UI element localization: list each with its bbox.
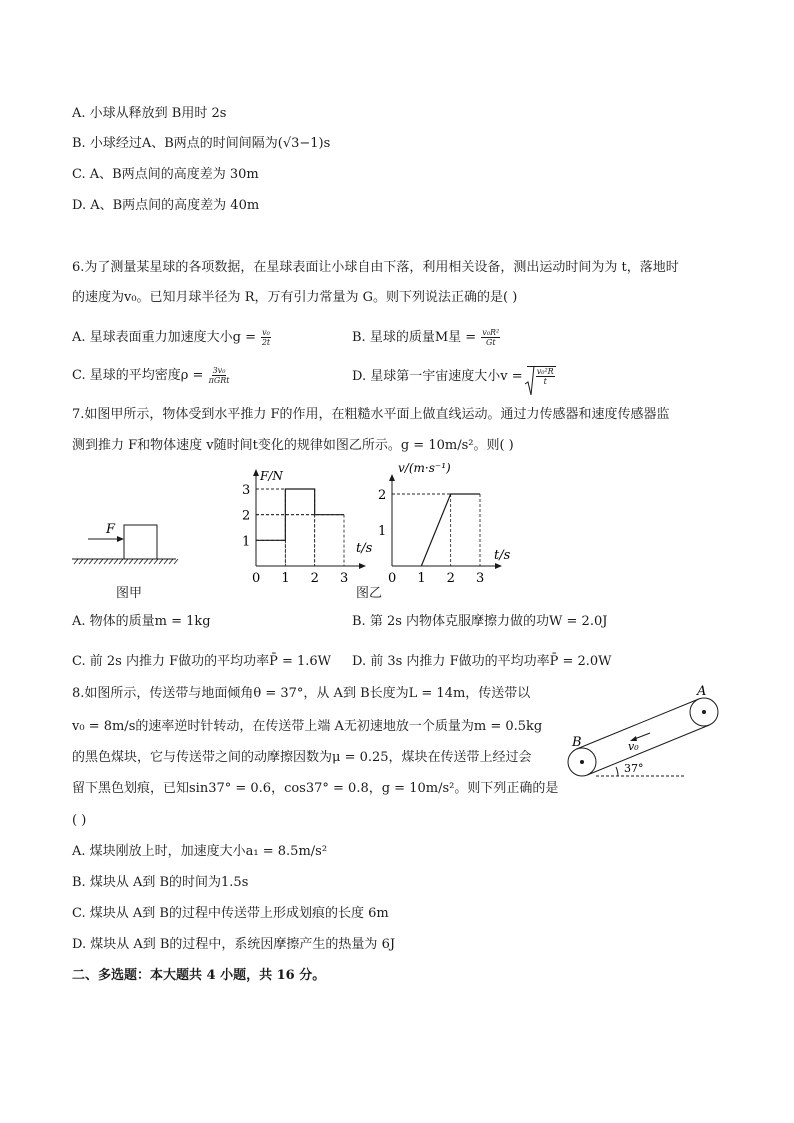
q6-b-numerator: v₀R² [482, 328, 500, 337]
y-axis-label: v/(m·s⁻¹) [398, 461, 451, 475]
q8-option-b: B. 煤块从 A到 B的时间为1.5s [72, 875, 249, 890]
y-axis-arrowhead [253, 469, 259, 476]
y-tick-label: 2 [378, 488, 387, 503]
y-tick-label: 1 [242, 534, 251, 550]
hatch-mark [114, 559, 118, 564]
hatch-mark [134, 559, 138, 564]
chart-velocity-time [370, 458, 520, 592]
x-tick-label: 2 [446, 571, 455, 586]
q6-option-d-text: D. 星球第一宇宙速度大小v = [352, 369, 523, 384]
q6-stem-line1: 6.为了测量某星球的各项数据，在星球表面让小球自由下落，利用相关设备，测出运动时间为为 t，落地时 [72, 260, 679, 275]
q8-option-d: D. 煤块从 A到 B的过程中，系统因摩擦产生的热量为 6J [72, 937, 396, 952]
q6-b-denominator: Gt [485, 338, 496, 347]
y-axis-label: F/N [260, 469, 283, 483]
hatch-mark [104, 559, 108, 564]
q6-option-d [352, 366, 556, 387]
y-axis-arrowhead [389, 474, 395, 481]
q7-option-c: C. 前 2s 内推力 F做功的平均功率P̄ = 1.6W [72, 654, 332, 669]
hatch-mark [144, 559, 148, 564]
q6-option-a-fraction [261, 328, 271, 347]
belt-bottom [587, 725, 709, 775]
y-tick-label: 1 [378, 524, 387, 539]
q8-stem-line1: 8.如图所示，传送带与地面倾角θ = 37°，从 A到 B长度为L = 14m，传送带以 [72, 686, 531, 701]
x-tick-label: 1 [281, 571, 290, 586]
section-header-multiple-choice: 二、多选题：本大题共 4 小题，共 16 分。 [72, 968, 326, 983]
q8-stem-line2: v₀ = 8m/s的速率逆时针转动，在传送带上端 A无初速地放一个质量为m = 0.5kg [72, 719, 543, 734]
q7-option-a: A. 物体的质量m = 1kg [72, 614, 211, 629]
x-tick-label: 3 [476, 571, 485, 586]
q5-option-a: A. 小球从释放到 B用时 2s [72, 106, 227, 121]
q8-option-a: A. 煤块刚放上时，加速度大小a₁ = 8.5m/s² [72, 844, 328, 859]
sqrt-sign [527, 366, 556, 387]
chart-force-time [236, 462, 373, 592]
hatch-mark [129, 559, 133, 564]
x-tick-label: 0 [388, 571, 397, 586]
label-b: B [572, 735, 582, 750]
q5-option-d: D. A、B两点间的高度差为 40m [72, 198, 260, 213]
q8-option-c: C. 煤块从 A到 B的过程中传送带上形成划痕的长度 6m [72, 906, 389, 921]
fig-yi-label: 图乙 [356, 586, 383, 601]
block [124, 525, 157, 559]
q8-stem-line4: 留下黑色划痕，已知sin37° = 0.6，cos37° = 0.8，g = 10m/s²。则下列正确的是 [72, 781, 559, 796]
hatch-mark [79, 559, 83, 564]
hatch-mark [109, 559, 113, 564]
y-tick-label: 2 [242, 508, 251, 524]
hatch-mark [159, 559, 163, 564]
hatch-mark [149, 559, 153, 564]
x-tick-label: 3 [340, 571, 349, 586]
q6-option-d-fraction [536, 367, 555, 386]
hatch-mark [169, 559, 173, 564]
series-line [256, 489, 344, 540]
q6-option-a [72, 328, 272, 348]
x-tick-label: 1 [417, 571, 426, 586]
q6-a-numerator: v₀ [262, 328, 270, 337]
label-a: A [697, 684, 707, 699]
ground-hatching [74, 559, 178, 564]
q6-stem-line2: 的速度为v₀。已知月球半径为 R，万有引力常量为 G。则下列说法正确的是( ) [72, 290, 518, 305]
q5-option-b: B. 小球经过A、B两点的时间间隔为(√3−1)s [72, 136, 331, 151]
x-axis-label: t/s [356, 541, 373, 556]
label-angle: 37° [624, 762, 644, 775]
x-axis-arrowhead [359, 563, 366, 569]
q6-option-b [352, 328, 501, 348]
hatch-mark [119, 559, 123, 564]
q7-option-b: B. 第 2s 内物体克服摩擦力做的功W = 2.0J [352, 614, 608, 629]
q6-option-b-fraction [481, 328, 500, 347]
x-tick-label: 2 [310, 571, 319, 586]
hatch-mark [94, 559, 98, 564]
x-axis-label: t/s [494, 548, 511, 563]
q6-d-denominator: t [543, 377, 547, 386]
q6-c-denominator: πGRt [208, 376, 230, 385]
q6-option-b-text: B. 星球的质量M星 = [352, 330, 477, 345]
q8-stem-line5: ( ) [72, 813, 87, 828]
q6-d-numerator: v₀²R [536, 367, 554, 376]
hatch-mark [139, 559, 143, 564]
q6-c-numerator: 3v₀ [212, 366, 226, 375]
hatch-mark [164, 559, 168, 564]
figure-jia [68, 515, 178, 575]
label-v0: v₀ [628, 740, 639, 753]
y-tick-label: 3 [242, 483, 251, 498]
force-label: F [106, 522, 116, 537]
pulley-a-axle [702, 710, 706, 714]
q6-option-a-text: A. 星球表面重力加速度大小g = [72, 330, 256, 345]
q5-option-c: C. A、B两点间的高度差为 30m [72, 167, 259, 182]
hatch-mark [124, 559, 128, 564]
hatch-mark [99, 559, 103, 564]
fig-jia-label: 图甲 [116, 586, 143, 601]
q6-option-c-fraction [209, 366, 230, 385]
q6-a-denominator: 2t [261, 338, 271, 347]
q7-stem-line1: 7.如图甲所示，物体受到水平推力 F的作用，在粗糙水平面上做直线运动。通过力传感器和速度传感器监 [72, 407, 670, 422]
q8-stem-line3: 的黑色煤块，它与传送带之间的动摩擦因数为μ = 0.25，煤块在传送带上经过会 [72, 750, 532, 765]
hatch-mark [74, 559, 78, 564]
hatch-mark [89, 559, 93, 564]
conveyor-figure [566, 680, 726, 780]
hatch-mark [84, 559, 88, 564]
angle-arc [616, 767, 618, 776]
q6-option-c [72, 366, 230, 386]
x-tick-label: 0 [252, 571, 261, 586]
sqrt-hook-icon [525, 366, 534, 396]
q7-option-d: D. 前 3s 内推力 F做功的平均功率P̄ = 2.0W [352, 654, 612, 669]
force-arrowhead [117, 536, 124, 542]
x-axis-arrowhead [495, 563, 502, 569]
pulley-b-axle [580, 760, 584, 764]
q7-stem-line2: 测到推力 F和物体速度 v随时间t变化的规律如图乙所示。g = 10m/s²。则( ) [72, 438, 514, 453]
hatch-mark [154, 559, 158, 564]
q6-option-c-text: C. 星球的平均密度ρ = [72, 368, 204, 383]
hatch-mark [174, 559, 178, 564]
